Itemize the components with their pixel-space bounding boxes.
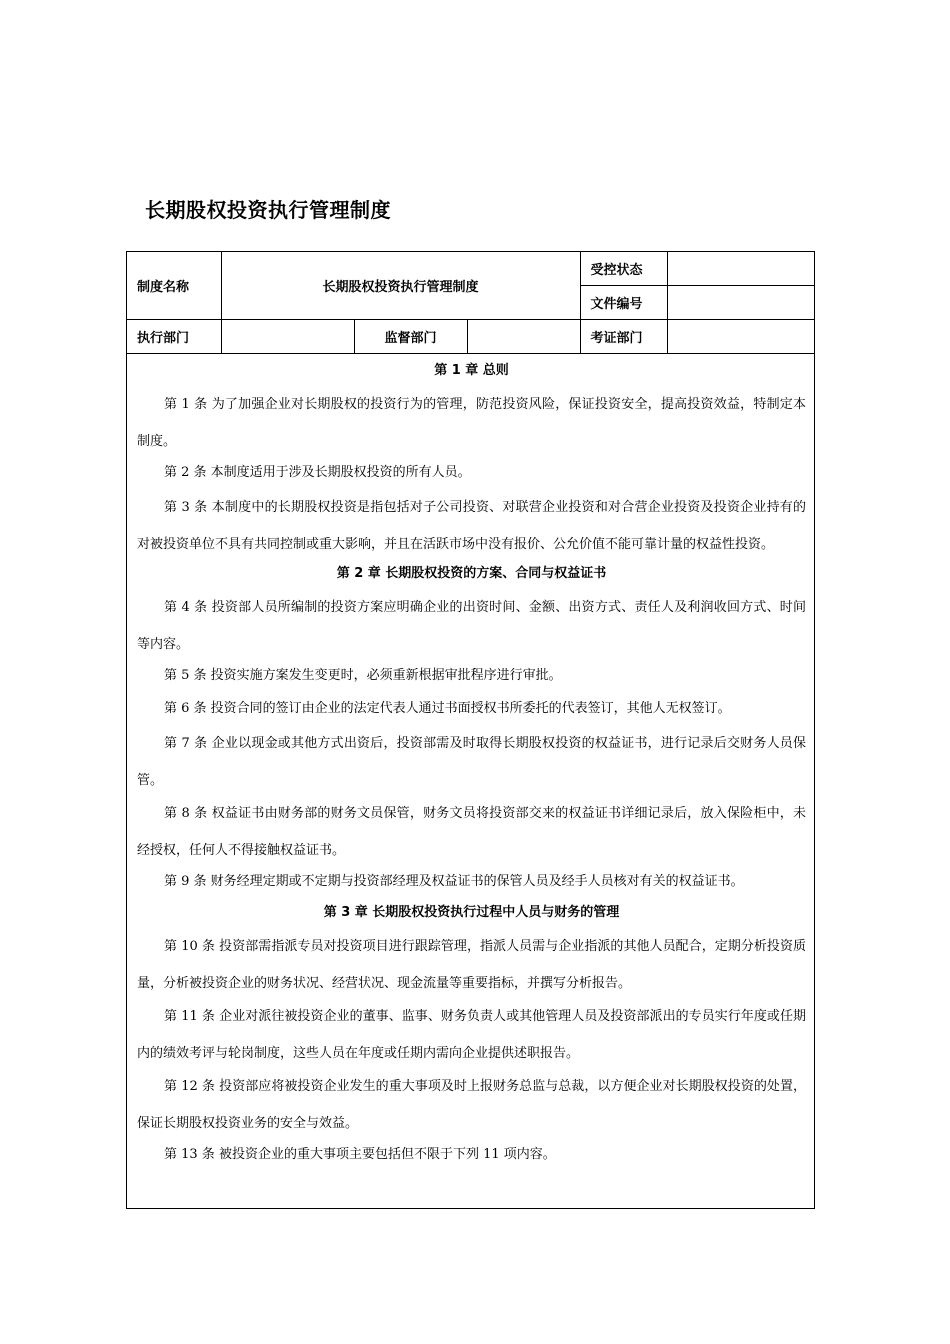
article: 第 8 条 权益证书由财务部的财务文员保管，财务文员将投资部交来的权益证书详细记录后，放入保险柜中，未经授权，任何人不得接触权益证书。 [137,806,806,858]
supervise-dept-value [467,320,580,354]
chapter-heading: 第 2 章 长期股权投资的方案、合同与权益证书 [336,566,607,581]
name-label: 制度名称 [127,252,221,320]
supervise-dept-label: 监督部门 [354,320,467,354]
regulation-document [126,251,815,1209]
file-number-value [667,286,814,320]
article: 第 12 条 投资部应将被投资企业发生的重大事项及时上报财务总监与总裁，以方便企业对长期股权投资的处置，保证长期股权投资业务的安全与效益。 [137,1079,806,1131]
article: 第 1 条 为了加强企业对长期股权的投资行为的管理，防范投资风险，保证投资安全，提高投资效益，特制定本制度。 [137,397,806,449]
file-number-label: 文件编号 [580,286,667,320]
article: 第 10 条 投资部需指派专员对投资项目进行跟踪管理，指派人员需与企业指派的其他人员配合，定期分析投资质量，分析被投资企业的财务状况、经营状况、现金流量等重要指标，并撰写分析报告。 [137,939,806,991]
exec-dept-value [221,320,354,354]
audit-dept-value [667,320,814,354]
article: 第 6 条 投资合同的签订由企业的法定代表人通过书面授权书所委托的代表签订，其他人无权签订。 [164,701,731,716]
regulation-body [127,354,814,1171]
article: 第 2 条 本制度适用于涉及长期股权投资的所有人员。 [164,465,471,480]
chapter-heading: 第 3 章 长期股权投资执行过程中人员与财务的管理 [323,905,620,920]
control-status-value [667,252,814,286]
article: 第 3 条 本制度中的长期股权投资是指包括对子公司投资、对联营企业投资和对合营企业投资及投资企业持有的对被投资单位不具有共同控制或重大影响，并且在活跃市场中没有报价、公允价值不能可靠计量的权益性投资。 [137,500,806,552]
name-value: 长期股权投资执行管理制度 [221,252,580,320]
article: 第 7 条 企业以现金或其他方式出资后，投资部需及时取得长期股权投资的权益证书，进行记录后交财务人员保管。 [137,736,806,788]
article: 第 13 条 被投资企业的重大事项主要包括但不限于下列 11 项内容。 [164,1147,556,1162]
audit-dept-label: 考证部门 [580,320,667,354]
regulation-header-table [127,252,814,354]
article: 第 11 条 企业对派往被投资企业的董事、监事、财务负责人或其他管理人员及投资部派出的专员实行年度或任期内的绩效考评与轮岗制度，这些人员在年度或任期内需向企业提供述职报告。 [137,1009,806,1061]
article: 第 4 条 投资部人员所编制的投资方案应明确企业的出资时间、金额、出资方式、责任人及利润收回方式、时间等内容。 [137,600,806,652]
exec-dept-label: 执行部门 [127,320,221,354]
article: 第 9 条 财务经理定期或不定期与投资部经理及权益证书的保管人员及经手人员核对有关的权益证书。 [164,874,744,889]
article: 第 5 条 投资实施方案发生变更时，必须重新根据审批程序进行审批。 [164,668,562,683]
control-status-label: 受控状态 [580,252,667,286]
chapter-heading: 第 1 章 总则 [434,363,509,378]
page-title: 长期股权投资执行管理制度 [145,198,391,222]
